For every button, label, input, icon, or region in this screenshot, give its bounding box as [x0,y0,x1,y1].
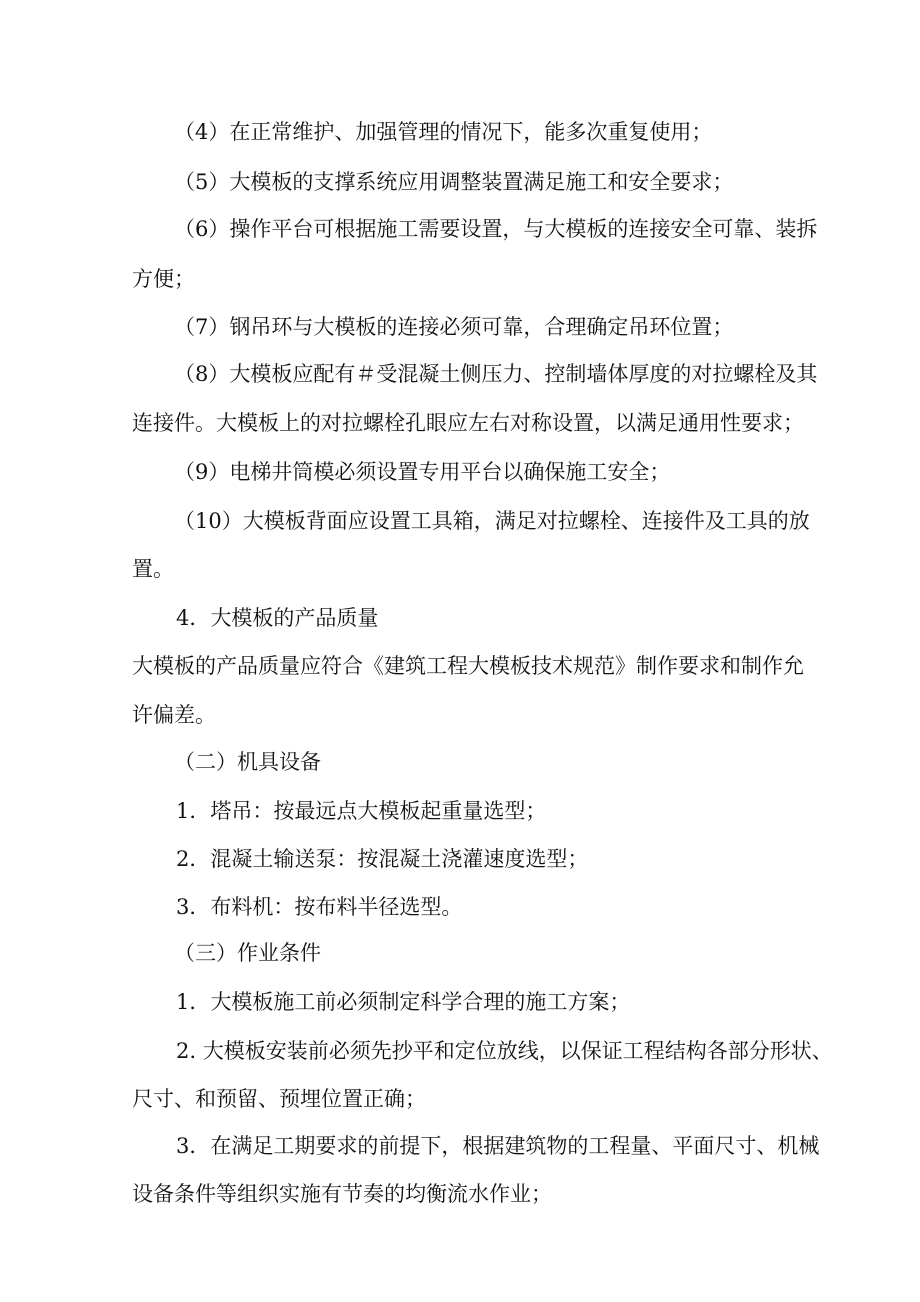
text-line: （10）大模板背面应设置工具箱，满足对拉螺栓、连接件及工具的放 [174,509,810,533]
text-line: 1．塔吊：按最远点大模板起重量选型； [176,799,547,823]
text-line: （5）大模板的支撑系统应用调整装置满足施工和安全要求； [174,170,734,194]
section-heading: （三）作业条件 [174,941,321,965]
text-line: （8）大模板应配有＃受混凝土侧压力、控制墙体厚度的对拉螺栓及其 [174,362,818,386]
section-heading: （二）机具设备 [174,750,321,774]
text-line: 3．在满足工期要求的前提下，根据建筑物的工程量、平面尺寸、机械 [176,1134,820,1158]
text-line: （9）电梯井筒模必须设置专用平台以确保施工安全； [174,460,671,484]
text-line: 2. 大模板安装前必须先抄平和定位放线，以保证工程结构各部分形状、 [176,1039,833,1063]
text-line: 置。 [132,557,174,581]
text-line: 许偏差。 [132,703,216,727]
text-line: 1．大模板施工前必须制定科学合理的施工方案； [176,990,631,1014]
text-line: （7）钢吊环与大模板的连接必须可靠，合理确定吊环位置； [174,315,734,339]
text-line: 设备条件等组织实施有节奏的均衡流水作业； [132,1182,552,1206]
text-line: 方便； [132,267,195,291]
text-line: （6）操作平台可根据施工需要设置，与大模板的连接安全可靠、装拆 [174,217,818,241]
text-line: 连接件。大模板上的对拉螺栓孔眼应左右对称设置，以满足通用性要求； [132,411,804,435]
text-line: 大模板的产品质量应符合《建筑工程大模板技术规范》制作要求和制作允 [132,654,804,678]
text-line: 3．布料机：按布料半径选型。 [176,895,463,919]
section-heading: 4．大模板的产品质量 [176,606,379,630]
text-line: （4）在正常维护、加强管理的情况下，能多次重复使用； [174,120,713,144]
text-line: 2．混凝土输送泵：按混凝土浇灌速度选型； [176,847,589,871]
text-line: 尺寸、和预留、预埋位置正确； [132,1087,426,1111]
